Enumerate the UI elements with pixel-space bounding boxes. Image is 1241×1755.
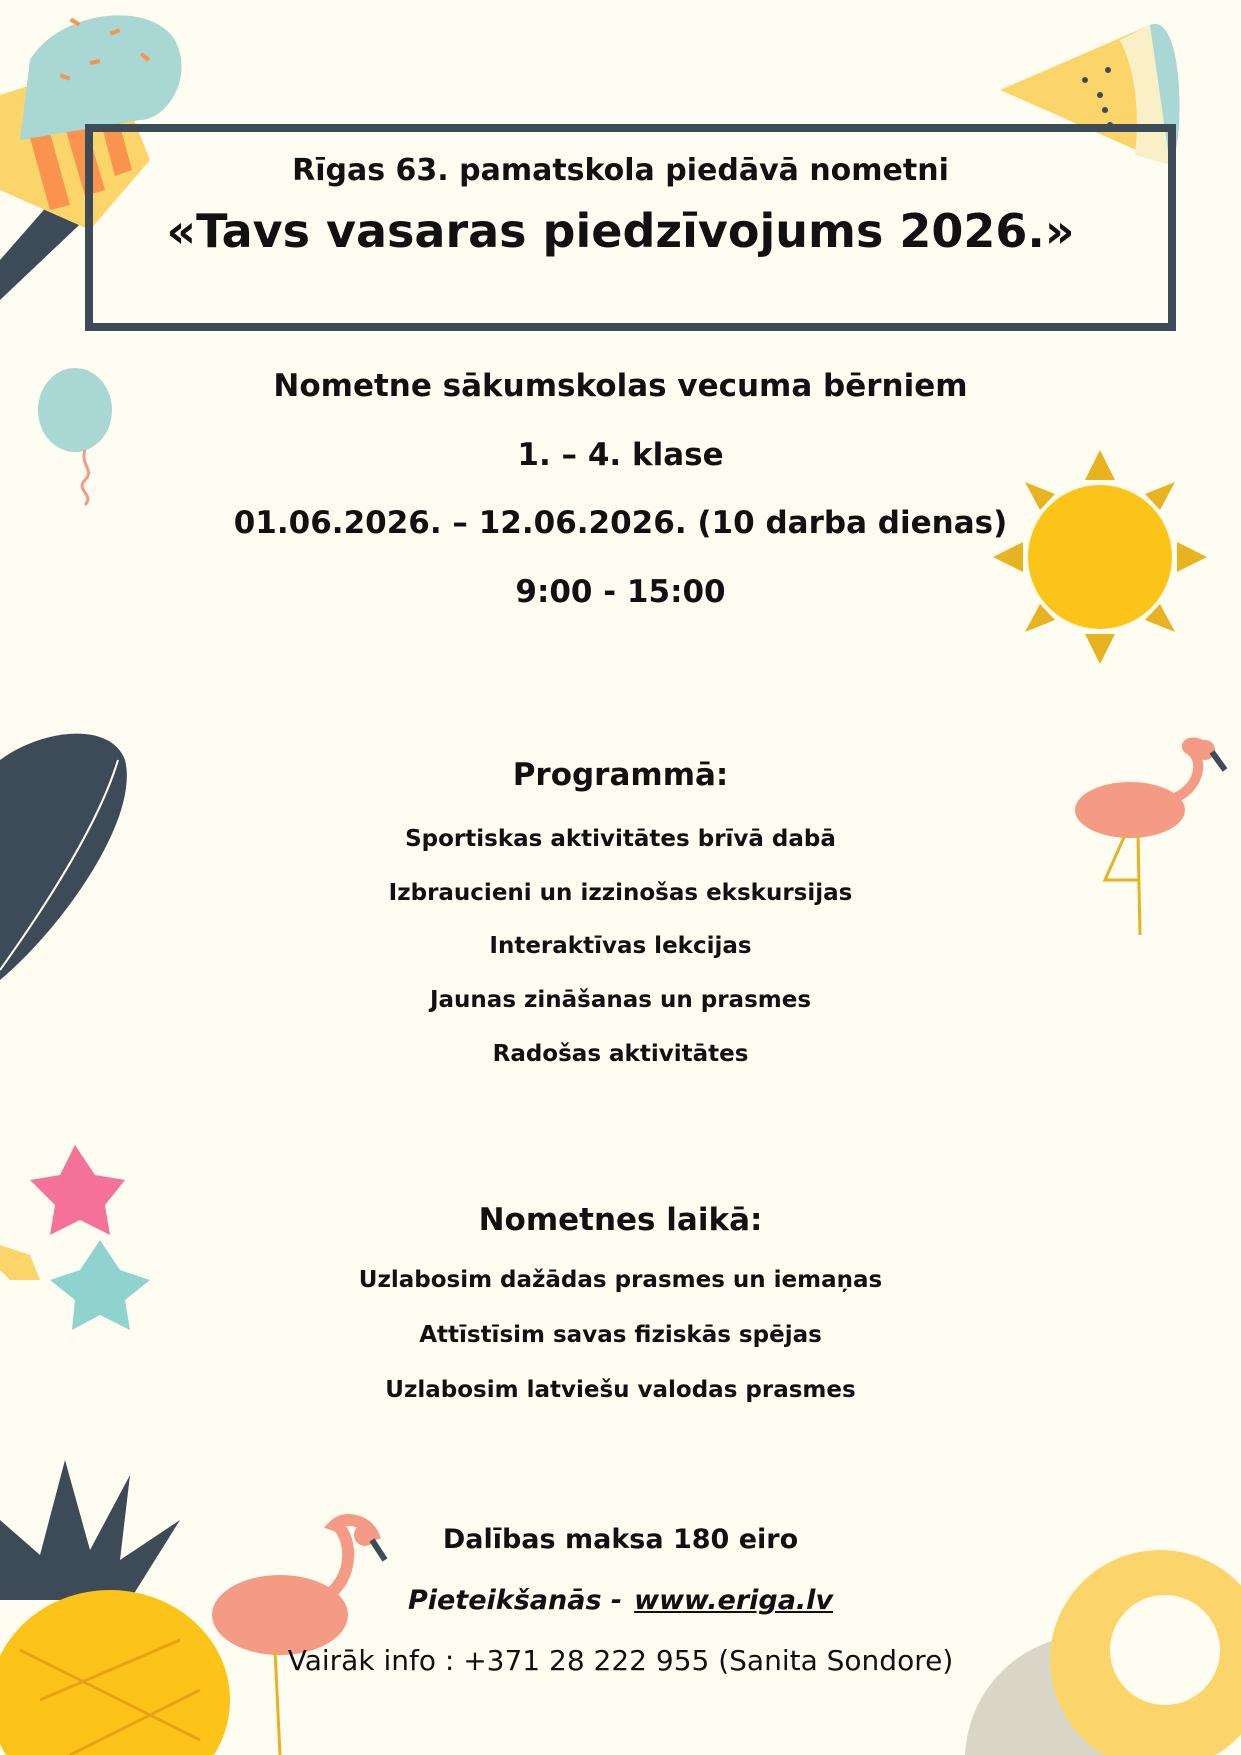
apply-link[interactable]: www.eriga.lv	[634, 1585, 834, 1616]
fee-text: Dalības maksa 180 eiro	[442, 1524, 799, 1555]
program-item: Jaunas zināšanas un prasmes	[429, 987, 812, 1013]
during-item: Uzlabosim dažādas prasmes un iemaņas	[358, 1267, 883, 1293]
program-item: Sportiskas aktivitātes brīvā dabā	[405, 826, 836, 852]
program-item: Radošas aktivitātes	[492, 1041, 749, 1067]
sun-icon	[993, 450, 1207, 664]
apply-label: Pieteikšanās -	[407, 1585, 623, 1616]
dates-text: 01.06.2026. – 12.06.2026. (10 darba dienas)	[233, 505, 1008, 541]
apply-line	[0, 1585, 1241, 1616]
program-item: Interaktīvas lekcijas	[489, 933, 752, 959]
subtitle: Rīgas 63. pamatskola piedāvā nometni	[292, 153, 949, 188]
during-heading: Nometnes laikā:	[478, 1202, 763, 1238]
flamingo-icon	[212, 1520, 385, 1755]
during-item: Uzlabosim latviešu valodas prasmes	[385, 1377, 856, 1403]
grades-text: 1. – 4. klase	[517, 437, 724, 473]
during-item: Attīstīsim savas fiziskās spējas	[419, 1322, 822, 1348]
program-item: Izbraucieni un izzinošas ekskursijas	[388, 880, 853, 906]
program-heading: Programmā:	[512, 757, 729, 793]
audience-text: Nometne sākumskolas vecuma bērniem	[273, 368, 968, 404]
contact-text: Vairāk info : +371 28 222 955 (Sanita Sondore)	[287, 1644, 954, 1677]
hours-text: 9:00 - 15:00	[515, 574, 726, 610]
page-title: «Tavs vasaras piedzīvojums 2026.»	[166, 204, 1075, 258]
